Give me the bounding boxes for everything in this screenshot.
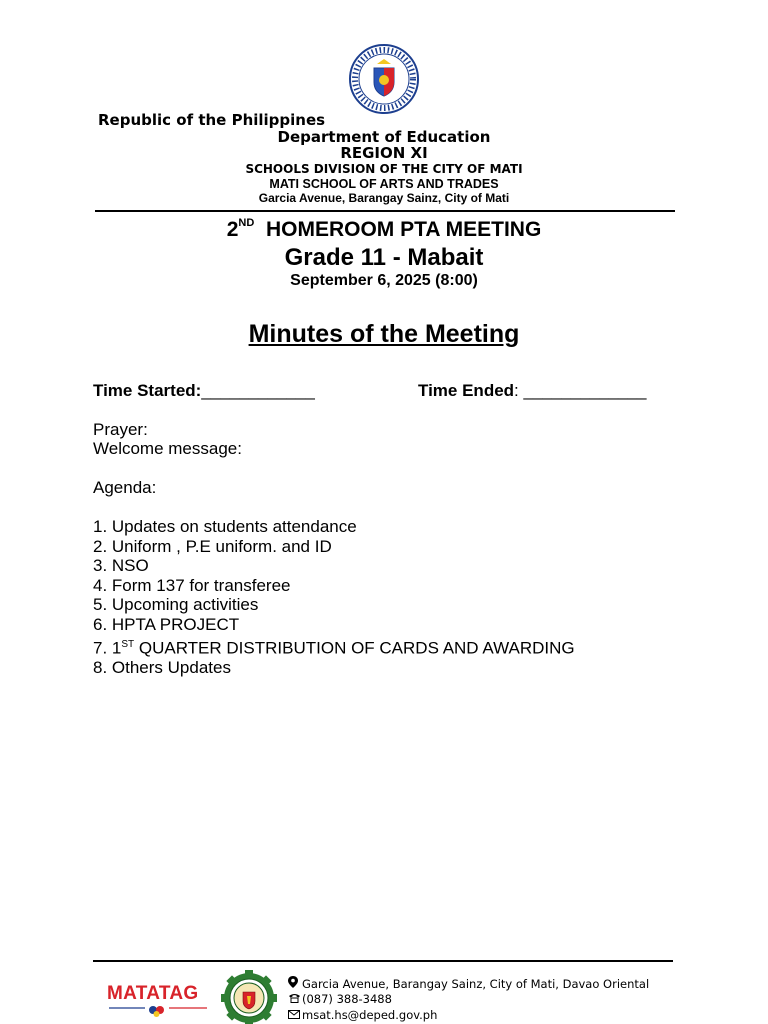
school-gear-logo (218, 970, 280, 1024)
agenda-item-prefix: 7. 1 (93, 638, 122, 658)
time-started (93, 381, 315, 401)
prayer-label: Prayer: (93, 420, 148, 439)
time-ended-blank: : _____________ (514, 381, 647, 400)
republic-label: Republic of the Philippines (98, 111, 326, 129)
agenda-label: Agenda: (93, 478, 157, 497)
agenda-item: 1. Updates on students attendance (93, 517, 357, 536)
footer-email (288, 1008, 437, 1022)
time-ended (418, 381, 646, 401)
matatag-logo (107, 983, 211, 1017)
time-started-blank: ____________ (201, 381, 315, 400)
phone-icon (288, 993, 302, 1006)
envelope-icon (288, 1009, 302, 1022)
document-title: Minutes of the Meeting (248, 320, 520, 348)
school-name: MATI SCHOOL OF ARTS AND TRADES (269, 177, 499, 191)
footer-email-text: msat.hs@deped.gov.ph (302, 1008, 438, 1022)
time-started-label: Time Started: (93, 381, 202, 400)
agenda-item: 3. NSO (93, 556, 149, 576)
grade-section: Grade 11 - Mabait (284, 244, 484, 271)
footer-divider (93, 960, 673, 962)
agenda-item: 2. Uniform , P.E uniform. and ID (93, 536, 332, 556)
matatag-logo-graphic (107, 983, 211, 1017)
agenda-item: 6. HPTA PROJECT (93, 614, 240, 634)
department-label: Department of Education (277, 128, 491, 146)
matatag-logo-text: MATATAG (107, 983, 199, 1004)
agenda-item-superscript: ST (121, 638, 135, 650)
footer-phone (288, 992, 392, 1006)
division-label: SCHOOLS DIVISION OF THE CITY OF MATI (245, 162, 523, 176)
agenda-item (93, 635, 575, 658)
region-label: REGION XI (340, 144, 428, 162)
school-address: Garcia Avenue, Barangay Sainz, City of Mati (258, 191, 510, 205)
agenda-item-rest: QUARTER DISTRIBUTION OF CARDS AND AWARDING (134, 638, 575, 658)
agenda-item: 4. Form 137 for transferee (93, 575, 291, 595)
header-divider (95, 210, 675, 212)
agenda-item: 5. Upcoming activities (93, 595, 259, 615)
footer-address-text: Garcia Avenue, Barangay Sainz, City of Mati, Davao Oriental (302, 977, 650, 991)
agenda-list (93, 517, 575, 677)
meeting-date: September 6, 2025 (8:00) (290, 272, 478, 289)
meeting-ordinal: 2 (226, 218, 239, 241)
footer-address (288, 976, 649, 991)
location-pin-icon (288, 976, 302, 991)
meeting-title (0, 218, 768, 242)
time-ended-label: Time Ended (418, 381, 515, 400)
deped-seal-logo (348, 44, 420, 114)
welcome-message-label: Welcome message: (93, 439, 242, 458)
agenda-item: 8. Others Updates (93, 657, 231, 677)
meeting-title-text: HOMEROOM PTA MEETING (265, 218, 542, 241)
meeting-ordinal-suffix: ND (238, 217, 255, 229)
footer-phone-text: (087) 388-3488 (302, 992, 392, 1006)
